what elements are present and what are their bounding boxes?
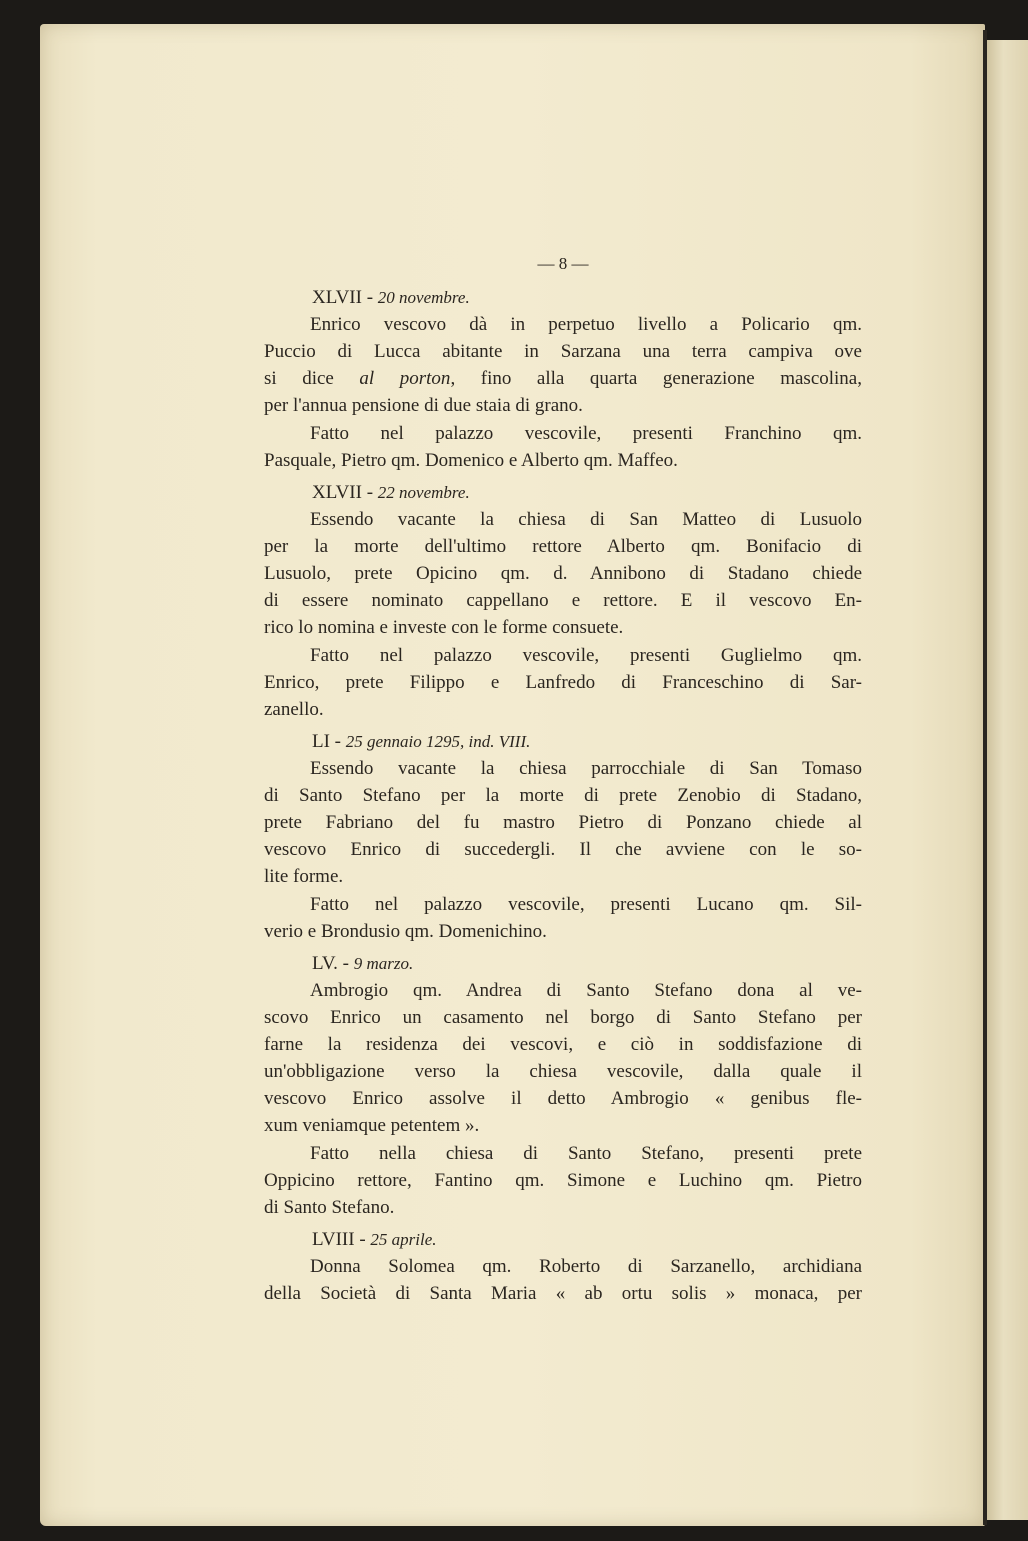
- text-line: vescovo Enrico di succedergli. Il che avviene con le so-: [264, 839, 862, 860]
- text-line: si dice al porton, fino alla quarta generazione mascolina,: [264, 368, 862, 389]
- text-line: di Santo Stefano per la morte di prete Zenobio di Stadano,: [264, 785, 862, 806]
- text-line: lite forme.: [264, 866, 344, 887]
- paragraph: [264, 755, 862, 890]
- text-line: Enrico vescovo dà in perpetuo livello a Policario qm.: [310, 314, 862, 335]
- paragraph: [264, 1253, 862, 1307]
- entry-number: LV. -: [312, 953, 354, 974]
- text-line: rico lo nomina e investe con le forme consuete.: [264, 617, 624, 638]
- entry-number: XLVII -: [312, 287, 378, 308]
- paragraph: [264, 977, 862, 1139]
- text-line: zanello.: [264, 699, 324, 720]
- entry-date: 20 novembre.: [377, 288, 470, 307]
- text-line: Fatto nel palazzo vescovile, presenti Guglielmo qm.: [310, 645, 862, 666]
- entry-heading: [264, 728, 862, 755]
- text-line: un'obbligazione verso la chiesa vescovile, dalla quale il: [264, 1061, 862, 1082]
- entry-date: 9 marzo.: [353, 954, 414, 973]
- text-line: Pasquale, Pietro qm. Domenico e Alberto qm. Maffeo.: [264, 450, 678, 471]
- paragraph: [264, 420, 862, 474]
- italic-phrase: al porton: [359, 368, 451, 389]
- page-number: — 8 —: [537, 254, 589, 273]
- entry-date: 25 aprile.: [370, 1230, 437, 1249]
- text-line: della Società di Santa Maria « ab ortu solis » monaca, per: [264, 1283, 862, 1304]
- entry-heading: [264, 1226, 862, 1253]
- entry-heading: [264, 950, 862, 977]
- entry-date: 25 gennaio 1295, ind. VIII.: [345, 732, 531, 751]
- text-line: Oppicino rettore, Fantino qm. Simone e Luchino qm. Pietro: [264, 1170, 862, 1191]
- adjacent-page-edge: [987, 40, 1028, 1520]
- text-line: Ambrogio qm. Andrea di Santo Stefano dona al ve-: [310, 980, 862, 1001]
- text-line: prete Fabriano del fu mastro Pietro di Ponzano chiede al: [264, 812, 862, 833]
- entry-number: XLVII -: [312, 482, 378, 503]
- text-line: Puccio di Lucca abitante in Sarzana una terra campiva ove: [264, 341, 862, 362]
- paragraph: [264, 506, 862, 641]
- text-line: Donna Solomea qm. Roberto di Sarzanello, archidiana: [310, 1256, 862, 1277]
- text-line: scovo Enrico un casamento nel borgo di Santo Stefano per: [264, 1007, 862, 1028]
- text-line: per l'annua pensione di due staia di grano.: [264, 395, 583, 416]
- text-line: Fatto nel palazzo vescovile, presenti Lucano qm. Sil-: [310, 894, 862, 915]
- entry-number: LVIII -: [312, 1229, 371, 1250]
- text-line: Essendo vacante la chiesa parrocchiale di San Tomaso: [310, 758, 862, 779]
- text-line: farne la residenza dei vescovi, e ciò in soddisfazione di: [264, 1034, 862, 1055]
- text-line: xum veniamque petentem ».: [264, 1115, 480, 1136]
- text-line: Fatto nel palazzo vescovile, presenti Franchino qm.: [310, 423, 862, 444]
- text-line: per la morte dell'ultimo rettore Alberto qm. Bonifacio di: [264, 536, 862, 557]
- paragraph: [264, 311, 862, 419]
- text-line: vescovo Enrico assolve il detto Ambrogio « genibus fle-: [264, 1088, 862, 1109]
- text-line: verio e Brondusio qm. Domenichino.: [264, 921, 547, 942]
- text-line: Lusuolo, prete Opicino qm. d. Annibono di Stadano chiede: [264, 563, 862, 584]
- text-line: di Santo Stefano.: [264, 1197, 395, 1218]
- paragraph: [264, 891, 862, 945]
- text-line: di essere nominato cappellano e rettore. E il vescovo En-: [264, 590, 862, 611]
- entry-number: LI -: [312, 731, 346, 752]
- text-line: Essendo vacante la chiesa di San Matteo di Lusuolo: [310, 509, 862, 530]
- entry-date: 22 novembre.: [377, 483, 470, 502]
- paragraph: [264, 642, 862, 723]
- text-line: Enrico, prete Filippo e Lanfredo di Franceschino di Sar-: [264, 672, 862, 693]
- entry-heading: [264, 284, 862, 311]
- entry-heading: [264, 479, 862, 506]
- paragraph: [264, 1140, 862, 1221]
- page-text: [264, 250, 862, 1307]
- text-line: Fatto nella chiesa di Santo Stefano, presenti prete: [310, 1143, 862, 1164]
